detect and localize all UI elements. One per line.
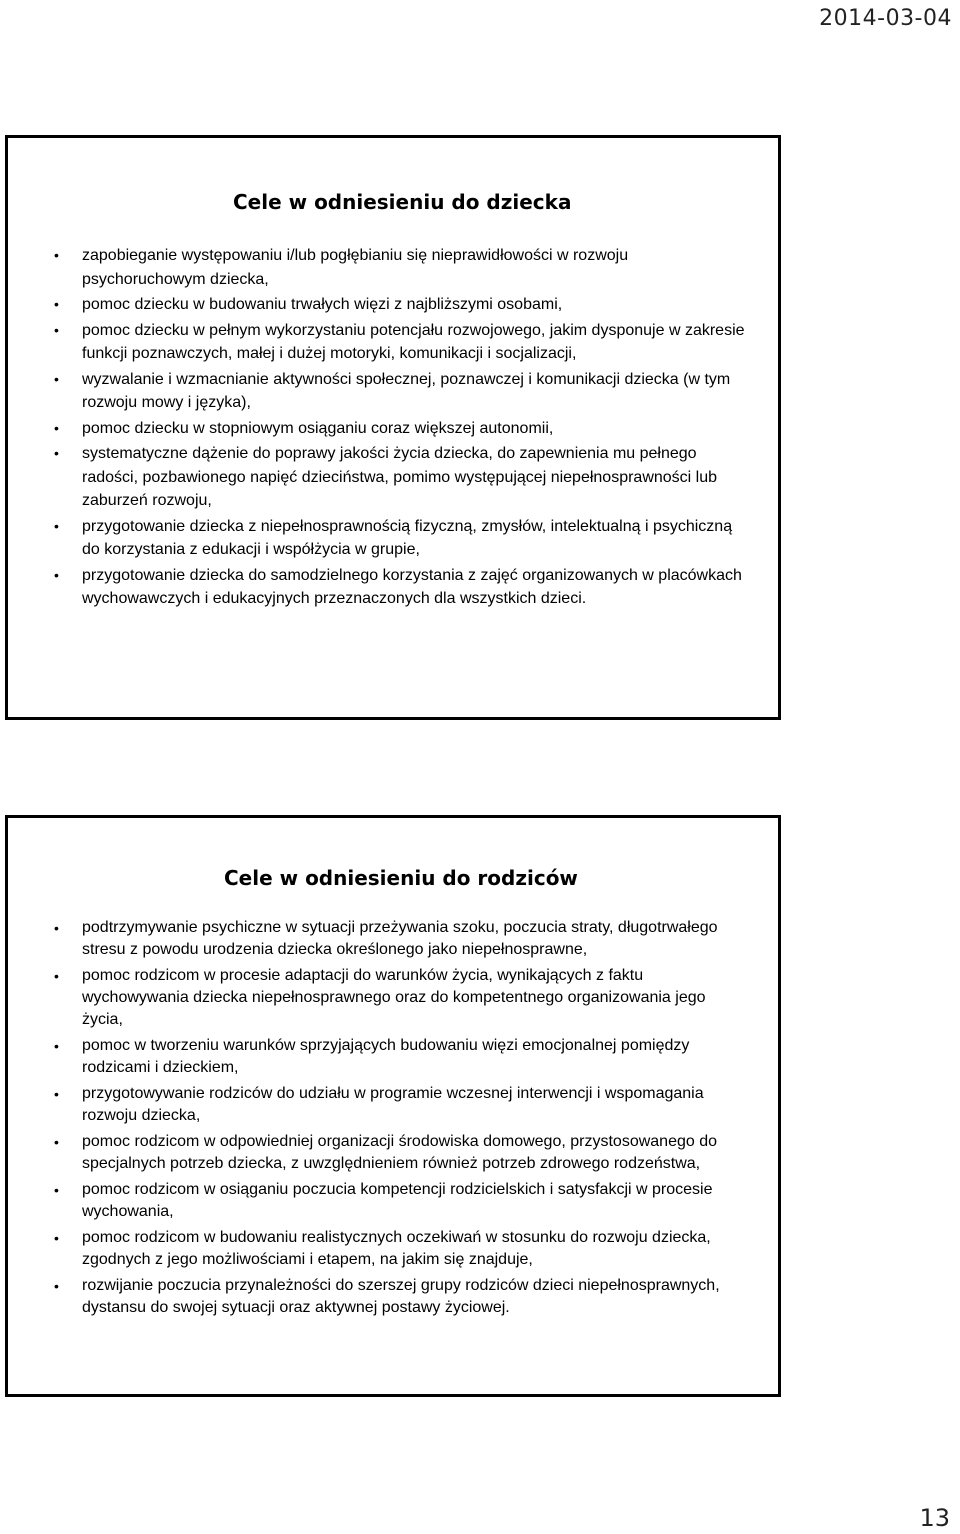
bullet-icon: •: [54, 566, 59, 583]
bullet-icon: •: [54, 419, 59, 436]
slide-goals-child: [5, 135, 781, 720]
list-item: • pomoc rodzicom w budowaniu realistycznych oczekiwań w stosunku do rozwoju dziecka, zgodnych z jego możliwościami i etapem, na jakim się znajduje,: [54, 1229, 711, 1268]
slide-title: Cele w odniesieniu do rodziców: [224, 866, 578, 890]
bullet-icon: •: [54, 370, 59, 387]
list-item: • przygotowanie dziecka z niepełnosprawnością fizyczną, zmysłów, intelektualną i psychiczną do korzystania z edukacji i współżycia w grupie,: [52, 515, 750, 562]
bullet-icon: •: [54, 1086, 59, 1102]
list-item: • pomoc dziecku w budowaniu trwałych więzi z najbliższymi osobami,: [52, 293, 750, 317]
bullet-icon: •: [54, 920, 59, 936]
slide-goals-parents: [5, 815, 781, 1397]
list-item: • systematyczne dążenie do poprawy jakości życia dziecka, do zapewnienia mu pełnego radości, pozbawionego napięć dzieciństwa, pomimo występującej niepełnosprawności lub zaburzeń rozwoju,: [52, 442, 750, 513]
list-item: • pomoc dziecku w pełnym wykorzystaniu potencjału rozwojowego, jakim dysponuje w zakresie funkcji poznawczych, małej i dużej motoryki, komunikacji i socjalizacji,: [52, 319, 750, 366]
page-date: 2014-03-04: [819, 6, 952, 31]
bullet-icon: •: [54, 517, 59, 534]
slide-title: Cele w odniesieniu do dziecka: [233, 190, 572, 214]
list-item: • pomoc dziecku w stopniowym osiąganiu coraz większej autonomii,: [52, 417, 750, 441]
list-item: • wyzwalanie i wzmacnianie aktywności społecznej, poznawczej i komunikacji dziecka (w tym rozwoju mowy i języka),: [52, 368, 750, 415]
bullet-list: [52, 917, 750, 1323]
list-item: • pomoc w tworzeniu warunków sprzyjających budowaniu więzi emocjonalnej pomiędzy rodzicami i dzieckiem,: [54, 1037, 690, 1076]
bullet-icon: •: [54, 296, 59, 312]
bullet-icon: •: [54, 321, 59, 338]
list-item: • pomoc rodzicom w osiąganiu poczucia kompetencji rodzicielskich i satysfakcji w procesie wychowania,: [54, 1181, 713, 1220]
list-item: • zapobieganie występowaniu i/lub pogłębianiu się nieprawidłowości w rozwoju psychoruchowym dziecka,: [52, 244, 750, 291]
list-item: • pomoc rodzicom w odpowiedniej organizacji środowiska domowego, przystosowanego do specjalnych potrzeb dziecka, z uwzględnieniem również potrzeb zdrowego rodzeństwa,: [54, 1133, 717, 1172]
bullet-icon: •: [54, 968, 59, 984]
list-item: • przygotowanie dziecka do samodzielnego korzystania z zajęć organizowanych w placówkach wychowawczych i edukacyjnych przeznaczonych dla wszystkich dzieci.: [52, 564, 750, 611]
bullet-icon: •: [54, 1182, 59, 1198]
list-item: • podtrzymywanie psychiczne w sytuacji przeżywania szoku, poczucia straty, długotrwałego stresu z powodu urodzenia dziecka określonego jako niepełnosprawne,: [54, 919, 718, 958]
bullet-icon: •: [54, 1230, 59, 1246]
bullet-icon: •: [54, 247, 59, 263]
bullet-list: [52, 244, 750, 613]
bullet-icon: •: [54, 1038, 59, 1054]
page-number: 13: [919, 1504, 950, 1532]
bullet-icon: •: [54, 1134, 59, 1150]
list-item: • rozwijanie poczucia przynależności do szerszej grupy rodziców dzieci niepełnosprawnych, dystansu do swojej sytuacji oraz aktywnej postawy życiowej.: [54, 1277, 720, 1316]
bullet-icon: •: [54, 1278, 59, 1294]
list-item: • pomoc rodzicom w procesie adaptacji do warunków życia, wynikających z faktu wychowywania dziecka niepełnosprawnego oraz do kompetentnego organizowania jego życia,: [54, 967, 706, 1028]
list-item: • przygotowywanie rodziców do udziału w programie wczesnej interwencji i wspomagania rozwoju dziecka,: [54, 1085, 704, 1124]
bullet-icon: •: [54, 445, 59, 461]
